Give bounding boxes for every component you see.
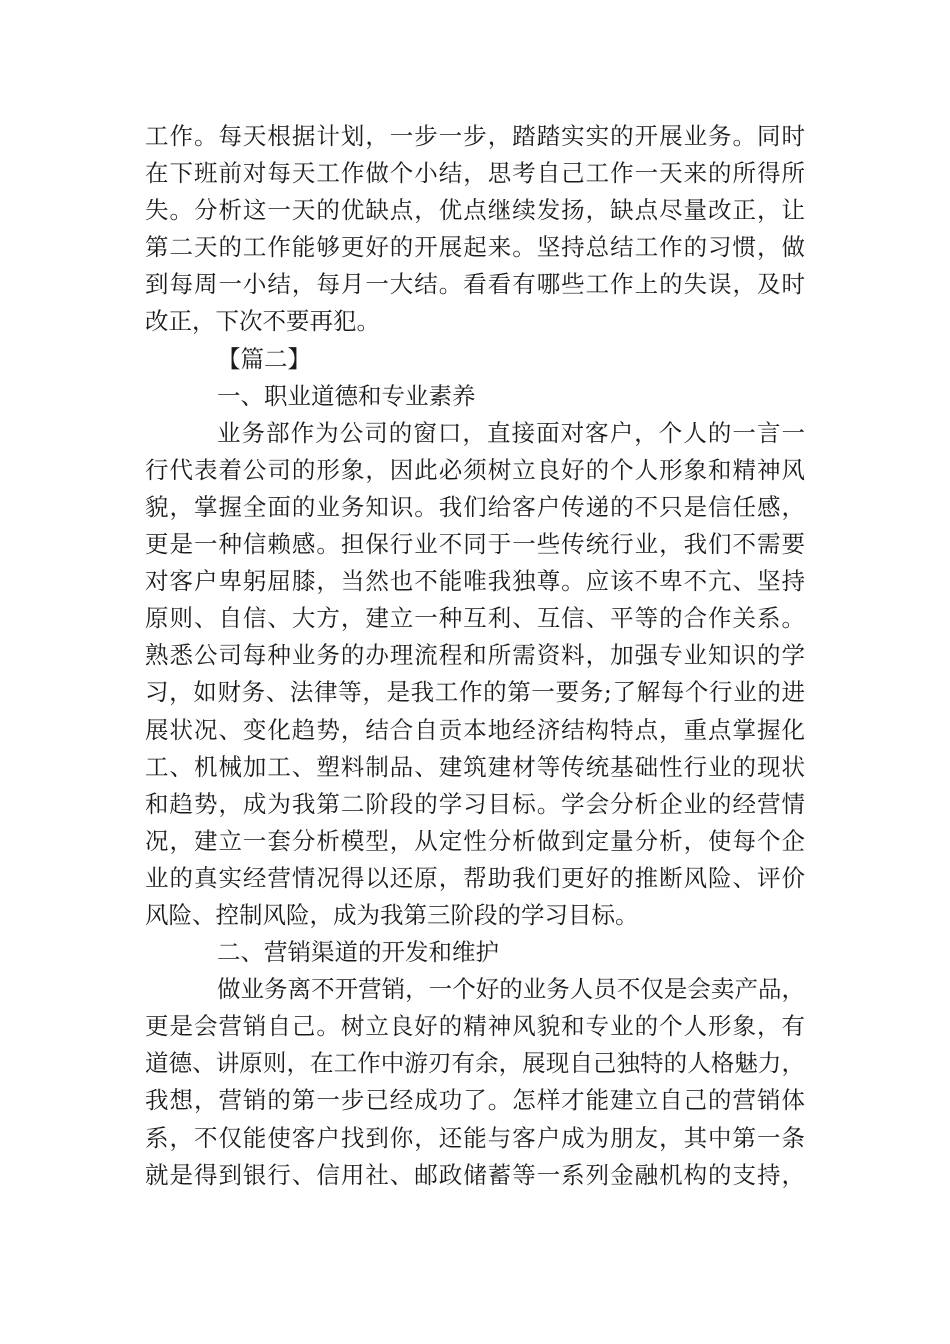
paragraph-line: 改正，下次不要再犯。 xyxy=(145,307,380,336)
paragraph-line: 展状况、变化趋势，结合自贡本地经济结构特点，重点掌握化 xyxy=(145,715,805,744)
paragraph-line: 就是得到银行、信用社、邮政储蓄等一系列金融机构的支持， xyxy=(145,1160,805,1189)
section-marker: 【篇二】 xyxy=(217,344,311,373)
paragraph-line: 况，建立一套分析模型，从定性分析做到定量分析，使每个企 xyxy=(145,826,805,855)
paragraph-line: 更是一种信赖感。担保行业不同于一些传统行业，我们不需要 xyxy=(145,530,805,559)
paragraph-line: 工作。每天根据计划，一步一步，踏踏实实的开展业务。同时 xyxy=(145,122,805,150)
paragraph-line: 在下班前对每天工作做个小结，思考自己工作一天来的所得所 xyxy=(145,159,805,188)
paragraph-line: 习，如财务、法律等，是我工作的第一要务;了解每个行业的进 xyxy=(145,678,805,707)
paragraph-line: 失。分析这一天的优缺点，优点继续发扬，缺点尽量改正，让 xyxy=(145,196,805,225)
section-heading-1: 一、职业道德和专业素养 xyxy=(217,381,476,410)
paragraph-line: 道德、讲原则，在工作中游刃有余，展现自己独特的人格魅力， xyxy=(145,1049,805,1078)
paragraph-line: 工、机械加工、塑料制品、建筑建材等传统基础性行业的现状 xyxy=(145,752,805,781)
paragraph-line: 和趋势，成为我第二阶段的学习目标。学会分析企业的经营情 xyxy=(145,789,805,818)
paragraph-line: 风险、控制风险，成为我第三阶段的学习目标。 xyxy=(145,900,639,929)
paragraph-line: 熟悉公司每种业务的办理流程和所需资料，加强专业知识的学 xyxy=(145,641,805,670)
paragraph-line: 到每周一小结，每月一大结。看看有哪些工作上的失误，及时 xyxy=(145,270,805,299)
paragraph-line: 做业务离不开营销，一个好的业务人员不仅是会卖产品， xyxy=(217,975,805,1004)
paragraph-line: 业务部作为公司的窗口，直接面对客户，个人的一言一 xyxy=(217,418,805,447)
paragraph-line: 对客户卑躬屈膝，当然也不能唯我独尊。应该不卑不亢、坚持 xyxy=(145,567,805,596)
paragraph-line: 行代表着公司的形象，因此必须树立良好的个人形象和精神风 xyxy=(145,455,805,484)
section-heading-2: 二、营销渠道的开发和维护 xyxy=(217,938,499,967)
paragraph-line: 第二天的工作能够更好的开展起来。坚持总结工作的习惯，做 xyxy=(145,233,805,262)
paragraph-line: 原则、自信、大方，建立一种互利、互信、平等的合作关系。 xyxy=(145,604,805,633)
paragraph-line: 貌，掌握全面的业务知识。我们给客户传递的不只是信任感， xyxy=(145,492,805,521)
paragraph-line: 我想，营销的第一步已经成功了。怎样才能建立自己的营销体 xyxy=(145,1086,805,1115)
paragraph-line: 更是会营销自己。树立良好的精神风貌和专业的个人形象，有 xyxy=(145,1012,805,1041)
paragraph-line: 系，不仅能使客户找到你，还能与客户成为朋友，其中第一条 xyxy=(145,1123,805,1152)
paragraph-line: 业的真实经营情况得以还原，帮助我们更好的推断风险、评价 xyxy=(145,863,805,892)
document-body xyxy=(145,118,805,1194)
